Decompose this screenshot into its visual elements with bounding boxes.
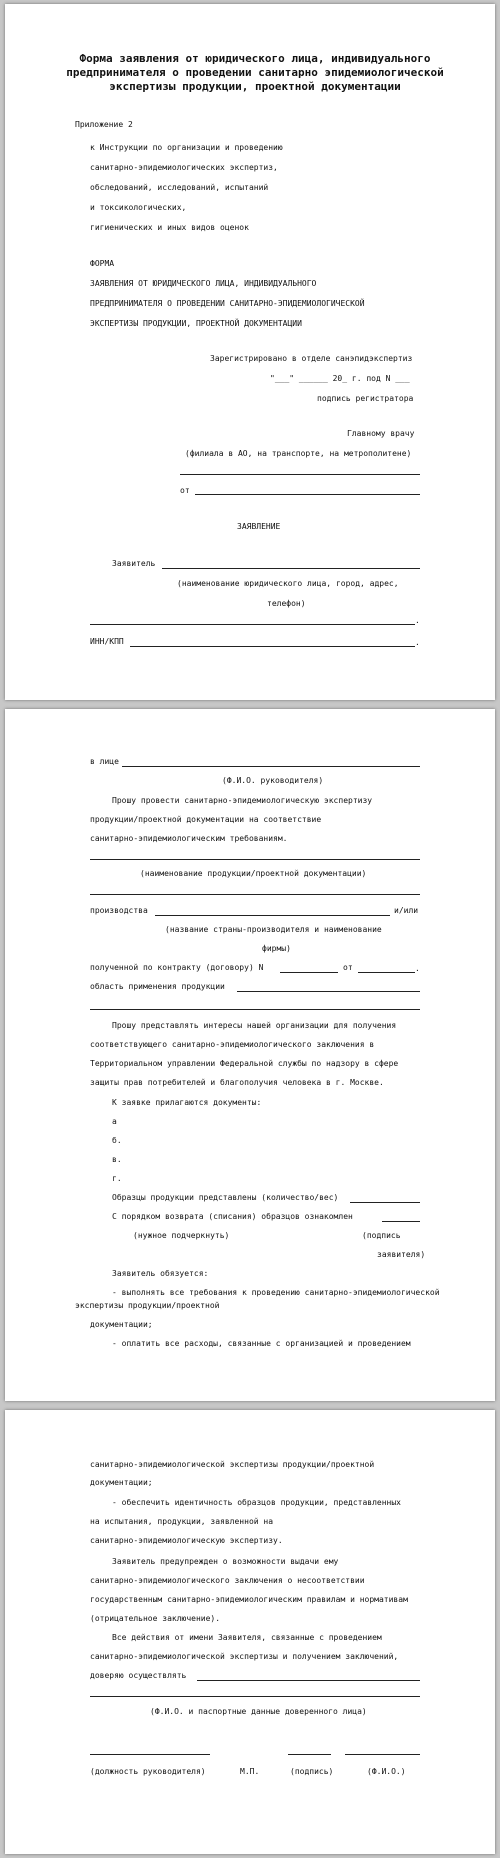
attached-item: в. — [112, 1155, 122, 1164]
representation-text: защиты прав потребителей и благополучия человека в г. Москве. — [90, 1078, 384, 1087]
inn-label: ИНН/КПП — [90, 637, 124, 646]
fio-head-hint: (Ф.И.О. руководителя) — [222, 776, 324, 785]
document-title: Форма заявления от юридического лица, индивидуального предпринимателя о проведении санитарно эпидемиологической экспертизы продукции, проектной документации — [66, 52, 444, 93]
registration-note: Зарегистрировано в отделе санэпидэкспертиз — [210, 354, 413, 363]
contract-number-line[interactable] — [280, 972, 338, 973]
document-page-2: в лице (Ф.И.О. руководителя) Прошу провести санитарно-эпидемиологическую экспертизу продукции/проектной документации на соответствие санитарно-эпидемиологическим требованиям. (наименование продукции/проектной документации) производства и/или (название страны-производителя и наименование фирмы) полученной по контракту (договору) N от . область применения продукции Прошу представлять интересы нашей организации для получения соответствующего санитарно-эпидемиологического заключения в Территориальном управлении Федеральной службы по надзору в сфере защиты прав потребителей и благополучия человека в г. Москве. К заявке прилагаются документы: а б. в. г. Образцы продукции представлены (количество/вес) С порядком возврата (списания) образцов ознакомлен (нужное подчеркнуть) (подпись заявителя) Заявитель обязуется: - выполнять все требования к проведению санитарно-эпидемиологической экспертизы продукции/проектной документации; - оплатить все расходы, связанные с организацией и проведением — [5, 709, 495, 1401]
applicant-field-line[interactable] — [162, 568, 420, 569]
product-hint: (наименование продукции/проектной документации) — [140, 869, 367, 878]
form-heading-line: ЗАЯВЛЕНИЯ ОТ ЮРИДИЧЕСКОГО ЛИЦА, ИНДИВИДУАЛЬНОГО — [90, 279, 317, 288]
product-name-line[interactable] — [90, 859, 420, 860]
obligation-text: документации; — [90, 1478, 153, 1487]
blank-line[interactable] — [90, 624, 415, 625]
from-label: от — [180, 486, 190, 495]
blank-line — [180, 474, 420, 475]
producer-label: производства — [90, 906, 148, 915]
in-person-label: в лице — [90, 757, 119, 766]
samples-label: Образцы продукции представлены (количество/вес) — [112, 1193, 339, 1202]
samples-field-line[interactable] — [350, 1202, 420, 1203]
fio-line[interactable] — [345, 1754, 420, 1755]
document-page-1: Форма заявления от юридического лица, индивидуального предпринимателя о проведении санитарно эпидемиологической экспертизы продукции, проектной документации Приложение 2 к Инструкции по организации и проведению санитарно-эпидемиологических экспертиз, обследований, исследований, испытаний и токсикологических, гигиенических и иных видов оценок ФОРМА ЗАЯВЛЕНИЯ ОТ ЮРИДИЧЕСКОГО ЛИЦА, ИНДИВИДУАЛЬНОГО ПРЕДПРИНИМАТЕЛЯ О ПРОВЕДЕНИИ САНИТАРНО-ЭПИДЕМИОЛОГИЧЕСКОЙ ЭКСПЕРТИЗЫ ПРОДУКЦИИ, ПРОЕКТНОЙ ДОКУМЕНТАЦИИ Зарегистрировано в отделе санэпидэкспертиз "___" ______ 20_ г. под N ___ подпись регистратора Главному врачу (филиала в АО, на транспорте, на метрополитене) от ЗАЯВЛЕНИЕ Заявитель (наименование юридического лица, город, адрес, телефон) . ИНН/КПП . — [5, 4, 495, 700]
scope-label: область применения продукции — [90, 982, 225, 991]
blank-line[interactable] — [90, 894, 420, 895]
proxy-text: санитарно-эпидемиологической экспертизы и получением заключений, — [90, 1652, 399, 1661]
scope-field-line[interactable] — [237, 991, 420, 992]
applicant-hint: телефон) — [267, 599, 306, 608]
return-order-label: С порядком возврата (списания) образцов ознакомлен — [112, 1212, 353, 1221]
country-hint: фирмы) — [262, 944, 291, 953]
request-text: Прошу провести санитарно-эпидемиологическую экспертизу — [112, 796, 373, 805]
obligation-text: документации; — [90, 1320, 153, 1329]
request-text: продукции/проектной документации на соответствие — [90, 815, 322, 824]
instruction-line: гигиенических и иных видов оценок — [90, 223, 249, 232]
instruction-line: обследований, исследований, испытаний — [90, 183, 269, 192]
head-name-line[interactable] — [122, 766, 420, 767]
request-text: санитарно-эпидемиологическим требованиям. — [90, 834, 288, 843]
proxy-hint: (Ф.И.О. и паспортные данные доверенного лица) — [150, 1707, 367, 1716]
obligation-text: санитарно-эпидемиологической экспертизы продукции/проектной — [90, 1460, 375, 1469]
producer-field-line[interactable] — [155, 915, 390, 916]
head-position-line[interactable] — [90, 1754, 210, 1755]
contract-label: полученной по контракту (договору) N — [90, 963, 264, 972]
warning-text: государственным санитарно-эпидемиологическим правилам и нормативам — [90, 1595, 408, 1604]
sign-hint: (подпись — [362, 1231, 401, 1240]
document-page-3 — [5, 1410, 495, 1854]
attached-item: г. — [112, 1174, 122, 1183]
instruction-line: санитарно-эпидемиологических экспертиз, — [90, 163, 278, 172]
statement-heading: ЗАЯВЛЕНИЕ — [237, 522, 281, 531]
blank-line[interactable] — [90, 1009, 420, 1010]
obligation-text: - выполнять все требования к проведению санитарно-эпидемиологической — [112, 1288, 440, 1297]
proxy-text: доверяю осуществлять — [90, 1671, 187, 1680]
contract-from-label: от — [343, 963, 353, 972]
warning-text: санитарно-эпидемиологического заключения о несоответствии — [90, 1576, 365, 1585]
signature-line[interactable] — [288, 1754, 331, 1755]
obligation-text: - обеспечить идентичность образцов продукции, представленных — [112, 1498, 401, 1507]
blank-line — [195, 494, 420, 495]
attached-docs-label: К заявке прилагаются документы: — [112, 1098, 262, 1107]
stamp-label: М.П. — [240, 1767, 260, 1776]
representation-text: Прошу представлять интересы нашей организации для получения — [112, 1021, 397, 1030]
fio-hint: (Ф.И.О.) — [367, 1767, 406, 1776]
warning-text: Заявитель предупрежден о возможности выдачи ему — [112, 1557, 339, 1566]
representation-text: соответствующего санитарно-эпидемиологического заключения в — [90, 1040, 375, 1049]
head-position-hint: (должность руководителя) — [90, 1767, 206, 1776]
signature-hint: (подпись) — [290, 1767, 334, 1776]
form-label: ФОРМА — [90, 259, 115, 268]
obligation-text: - оплатить все расходы, связанные с организацией и проведением — [112, 1339, 411, 1348]
contract-date-line[interactable] — [358, 972, 415, 973]
branch-label: (филиала в АО, на транспорте, на метрополитене) — [185, 449, 412, 458]
proxy-text: Все действия от имени Заявителя, связанные с проведением — [112, 1633, 382, 1642]
sign-hint: заявителя) — [377, 1250, 426, 1259]
applicant-label: Заявитель — [112, 559, 156, 568]
instruction-line: к Инструкции по организации и проведению — [90, 143, 283, 152]
obligations-label: Заявитель обязуется: — [112, 1269, 209, 1278]
proxy-field-line[interactable] — [197, 1680, 420, 1681]
andor-label: и/или — [394, 906, 419, 915]
form-heading-line: ПРЕДПРИНИМАТЕЛЯ О ПРОВЕДЕНИИ САНИТАРНО-ЭПИДЕМИОЛОГИЧЕСКОЙ — [90, 299, 365, 308]
inn-field-line[interactable] — [130, 646, 415, 647]
registrar-signature-label: подпись регистратора — [317, 394, 414, 403]
registration-date-line: "___" ______ 20_ г. под N ___ — [270, 374, 410, 383]
obligation-text: санитарно-эпидемиологическую экспертизу. — [90, 1536, 283, 1545]
appendix-label: Приложение 2 — [75, 120, 133, 129]
underline-hint: (нужное подчеркнуть) — [133, 1231, 230, 1240]
form-heading-line: ЭКСПЕРТИЗЫ ПРОДУКЦИИ, ПРОЕКТНОЙ ДОКУМЕНТАЦИИ — [90, 319, 302, 328]
return-sign-line[interactable] — [382, 1221, 420, 1222]
country-hint: (название страны-производителя и наименование — [165, 925, 382, 934]
warning-text: (отрицательное заключение). — [90, 1614, 221, 1623]
chief-doctor-label: Главному врачу — [347, 429, 415, 438]
obligation-text: на испытания, продукции, заявленной на — [90, 1517, 274, 1526]
attached-item: а — [112, 1117, 117, 1126]
applicant-hint: (наименование юридического лица, город, адрес, — [177, 579, 399, 588]
instruction-line: и токсикологических, — [90, 203, 187, 212]
representation-text: Территориальном управлении Федеральной службы по надзору в сфере — [90, 1059, 399, 1068]
blank-line[interactable] — [90, 1696, 420, 1697]
obligation-text: экспертизы продукции/проектной — [75, 1301, 220, 1310]
attached-item: б. — [112, 1136, 122, 1145]
